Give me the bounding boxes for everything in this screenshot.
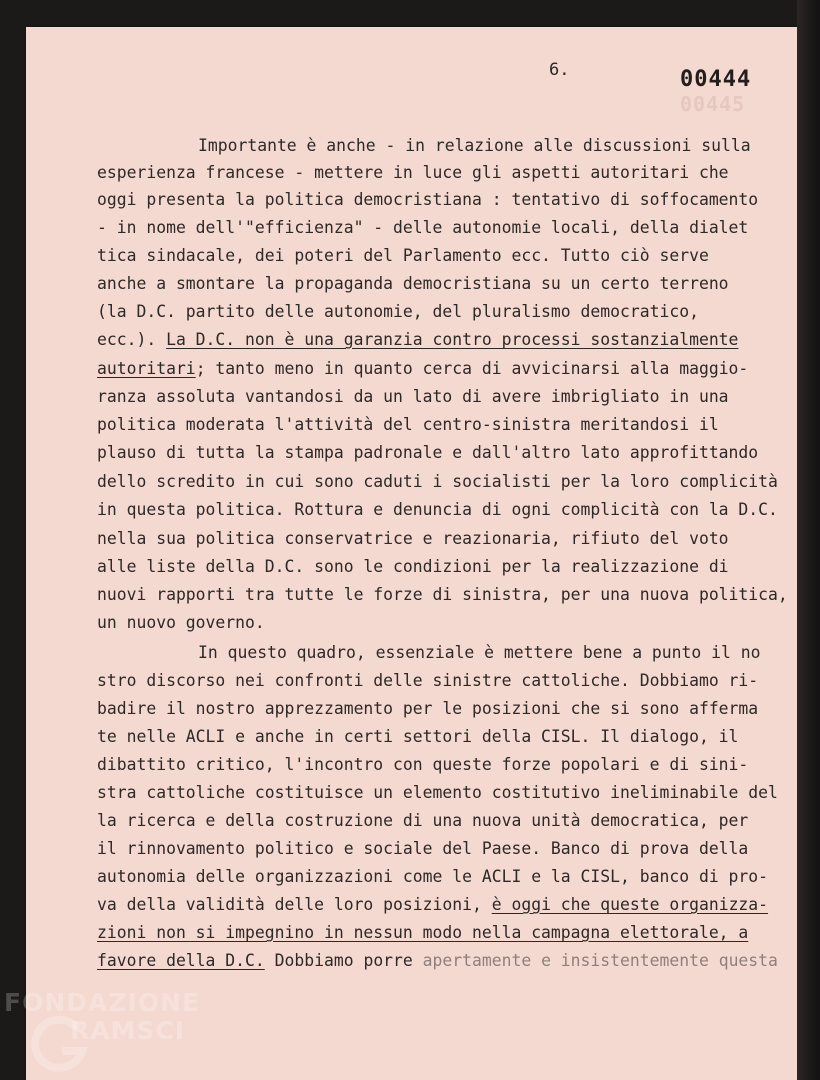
text-line: stra cattoliche costituisce un elemento costitutivo ineliminabile del — [97, 783, 778, 802]
underlined-text: favore della D.C. — [97, 951, 265, 970]
text-line — [97, 923, 748, 943]
text-segment: ; tanto meno in quanto cerca di avvicinarsi alla maggio- — [195, 359, 749, 378]
text-segment: va della validità delle loro posizioni, — [97, 895, 492, 914]
text-line: esperienza francese - mettere in luce gli aspetti autoritari che — [97, 163, 729, 182]
text-line: plauso di tutta la stampa padronale e dall'altro lato approfittando — [97, 443, 759, 462]
text-line: tica sindacale, dei poteri del Parlamento ecc. Tutto ciò serve — [97, 246, 709, 265]
text-line: te nelle ACLI e anche in certi settori della CISL. Il dialogo, il — [97, 727, 739, 746]
page-number: 6. — [549, 60, 570, 80]
text-line: il rinnovamento politico e sociale del Paese. Banco di prova della — [97, 839, 749, 858]
text-line: oggi presenta la politica democristiana : tentativo di soffocamento — [97, 190, 759, 209]
watermark-line1: FONDAZIONE — [4, 988, 201, 1017]
text-line: stro discorso nei confronti delle sinistre cattoliche. Dobbiamo ri- — [97, 671, 759, 690]
text-line: - in nome dell'"efficienza" - delle autonomie locali, della dialet — [97, 218, 749, 237]
text-line: un nuovo governo. — [97, 613, 265, 632]
text-line: nella sua politica conservatrice e reazionaria, rifiuto del voto — [97, 529, 729, 548]
text-line: In questo quadro, essenziale è mettere bene a punto il no — [198, 643, 761, 662]
text-line: dello scredito in cui sono caduti i socialisti per la loro complicità — [97, 472, 778, 491]
text-line: (la D.C. partito delle autonomie, del pluralismo democratico, — [97, 302, 699, 321]
archive-stamp-bleedthrough: 00445 — [680, 92, 746, 116]
text-line — [97, 330, 738, 350]
underlined-text: è oggi che queste organizza- — [491, 895, 769, 914]
watermark-line2: RAMSCI — [70, 1016, 186, 1045]
scanner-edge — [797, 0, 820, 1080]
text-line: badire il nostro apprezzamento per le posizioni che si sono afferma — [97, 699, 759, 718]
text-line: ranza assoluta vantandosi da un lato di avere imbrigliato in una — [97, 387, 729, 406]
text-line: dibattito critico, l'incontro con queste forze popolari e di sini- — [97, 755, 749, 774]
archive-stamp: 00444 — [680, 67, 752, 92]
text-line — [97, 895, 768, 915]
text-line: nuovi rapporti tra tutte le forze di sinistra, per una nuova politica, — [97, 585, 788, 604]
underlined-text: La D.C. non è una garanzia contro processi sostanzialmente — [166, 330, 739, 349]
text-line: Importante è anche - in relazione alle discussioni sulla — [198, 136, 751, 155]
underlined-text: autoritari — [97, 359, 196, 378]
text-line: autonomia delle organizzazioni come le ACLI e la CISL, banco di pro- — [97, 867, 769, 886]
text-segment: ecc.). — [97, 330, 167, 349]
text-line: alle liste della D.C. sono le condizioni per la realizzazione di — [97, 557, 729, 576]
underlined-text: zioni non si impegnino in nessun modo nella campagna elettorale, a — [97, 923, 749, 942]
faded-text: apertamente e insistentemente questa — [422, 951, 778, 970]
text-line — [97, 359, 748, 379]
text-line: la ricerca e della costruzione di una nuova unità democratica, per — [97, 811, 749, 830]
text-line — [97, 951, 778, 971]
text-line: anche a smontare la propaganda democristiana su un certo terreno — [97, 274, 729, 293]
text-line: in questa politica. Rottura e denuncia di ogni complicità con la D.C. — [97, 500, 778, 519]
text-segment: Dobbiamo porre — [264, 951, 423, 970]
text-line: politica moderata l'attività del centro-sinistra meritandosi il — [97, 415, 719, 434]
